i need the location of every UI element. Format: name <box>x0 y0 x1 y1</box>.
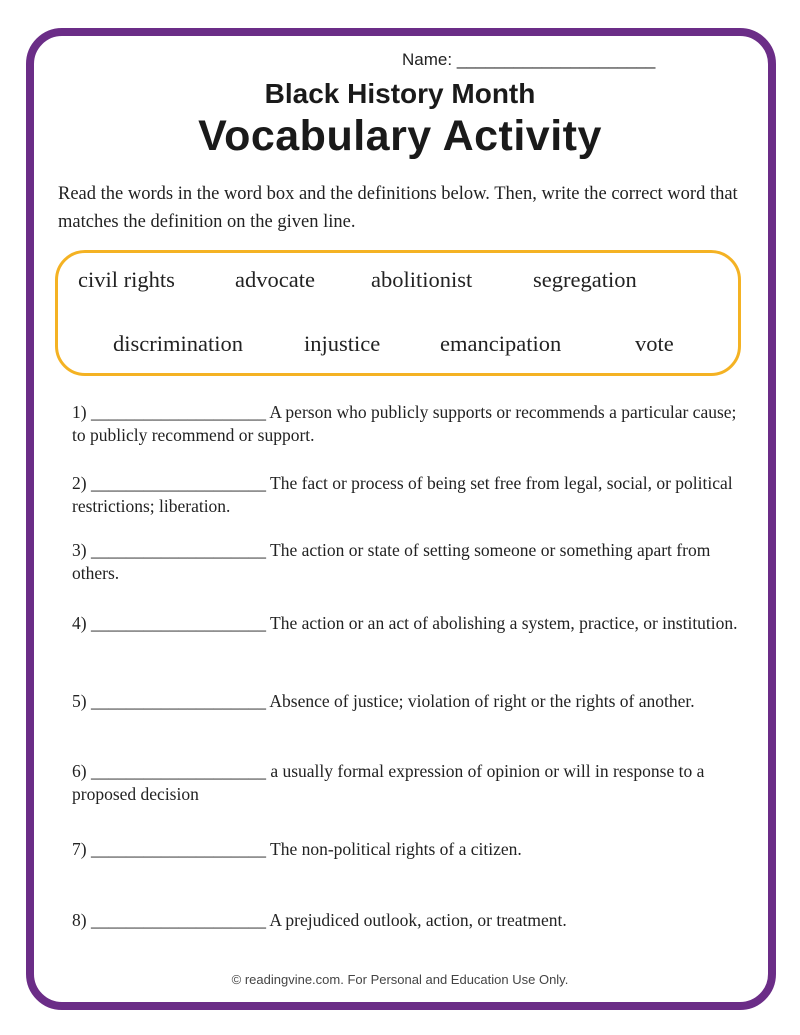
question-number: 5) <box>72 691 87 711</box>
question-number: 8) <box>72 910 87 930</box>
instructions: Read the words in the word box and the definitions below. Then, write the correct word that matches the definition on the given line. <box>58 184 738 232</box>
name-blank[interactable]: _____________________ <box>456 50 656 69</box>
answer-blank[interactable]: ____________________ <box>90 839 266 859</box>
question-4 <box>72 612 752 635</box>
question-number: 4) <box>72 613 87 633</box>
question-8 <box>72 909 752 932</box>
question-definition: A person who publicly supports or recommends a particular cause; to publicly recommend or support. <box>72 402 737 445</box>
question-definition: The action or state of setting someone or something apart from others. <box>72 540 711 583</box>
word-box-item: discrimination <box>113 331 243 356</box>
answer-blank[interactable]: ____________________ <box>90 473 266 493</box>
answer-blank[interactable]: ____________________ <box>90 540 266 560</box>
word-box-item: civil rights <box>78 267 175 292</box>
answer-blank[interactable]: ____________________ <box>90 691 266 711</box>
answer-blank[interactable]: ____________________ <box>90 910 266 930</box>
question-number: 7) <box>72 839 87 859</box>
worksheet-title: Vocabulary Activity <box>198 112 602 160</box>
word-box-item: abolitionist <box>371 267 473 292</box>
question-6 <box>72 760 752 806</box>
question-number: 1) <box>72 402 87 422</box>
word-box-item: injustice <box>304 331 381 356</box>
question-2 <box>72 472 752 518</box>
question-1 <box>72 401 752 447</box>
worksheet-subtitle: Black History Month <box>264 78 536 109</box>
question-definition: a usually formal expression of opinion or will in response to a proposed decision <box>72 761 705 804</box>
question-number: 6) <box>72 761 87 781</box>
word-box <box>55 250 741 376</box>
question-definition: The non-political rights of a citizen. <box>270 839 522 859</box>
answer-blank[interactable]: ____________________ <box>90 761 266 781</box>
worksheet-frame <box>26 28 776 1010</box>
name-field[interactable] <box>402 50 655 70</box>
copyright-footer: © readingvine.com. For Personal and Education Use Only. <box>231 972 569 987</box>
question-number: 3) <box>72 540 87 560</box>
word-box-item: vote <box>635 331 674 356</box>
name-label: Name: <box>402 50 453 69</box>
question-definition: The action or an act of abolishing a system, practice, or institution. <box>270 613 738 633</box>
answer-blank[interactable]: ____________________ <box>90 613 266 633</box>
answer-blank[interactable]: ____________________ <box>90 402 266 422</box>
question-7 <box>72 838 752 861</box>
question-definition: Absence of justice; violation of right or the rights of another. <box>269 691 695 711</box>
question-5 <box>72 690 752 713</box>
word-box-item: advocate <box>235 267 315 292</box>
question-3 <box>72 539 752 585</box>
word-box-item: segregation <box>533 267 637 292</box>
question-number: 2) <box>72 473 87 493</box>
word-box-item: emancipation <box>440 331 562 356</box>
question-definition: The fact or process of being set free from legal, social, or political restrictions; liberation. <box>72 473 733 516</box>
question-definition: A prejudiced outlook, action, or treatment. <box>269 910 567 930</box>
